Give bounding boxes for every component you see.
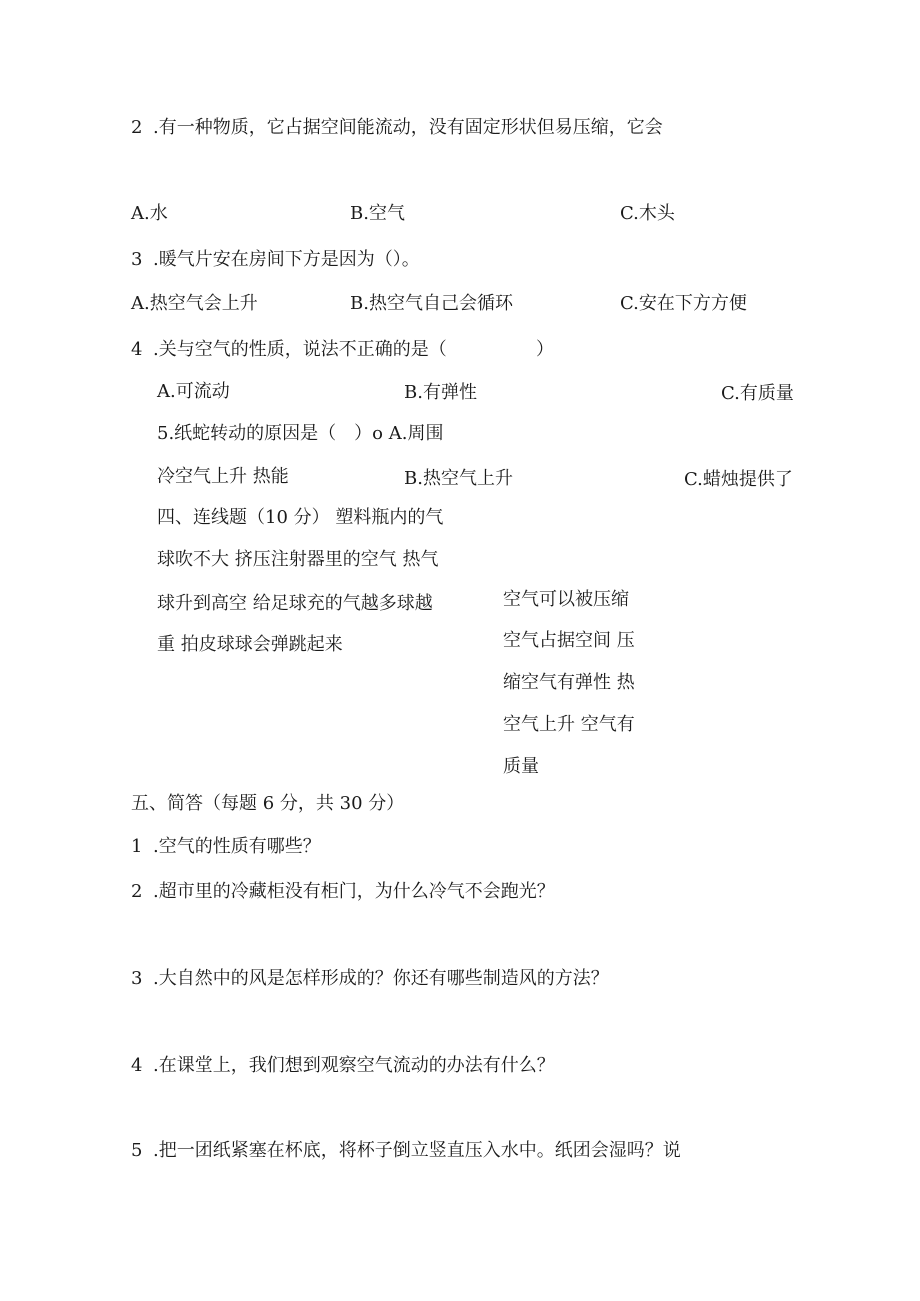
sa-question-1 [131, 835, 321, 859]
section4-line-4: 重 拍皮球球会弹跳起来 [157, 634, 343, 655]
q3-option-a[interactable]: A.热空气会上升 [131, 293, 258, 314]
q2-option-a[interactable]: A.水 [131, 203, 168, 224]
q3-number: 3 [131, 249, 143, 270]
q2-number: 2 [131, 117, 143, 138]
sa-question-3 [131, 967, 609, 991]
q4-option-c[interactable]: C.有质量 [721, 383, 794, 404]
q2-stem [131, 116, 663, 140]
sa-text-5: .把一团纸紧塞在杯底，将杯子倒立竖直压入水中。纸团会湿吗？说 [153, 1140, 681, 1161]
sa-number-2: 2 [131, 881, 143, 902]
match-right-4: 空气上升 空气有 [503, 714, 635, 735]
match-right-5: 质量 [503, 756, 539, 777]
q5-stem: 5.纸蛇转动的原因是（ ）o A.周围 [157, 423, 444, 444]
q4-stem [131, 338, 447, 362]
sa-text-2: .超市里的冷藏柜没有柜门，为什么冷气不会跑光？ [153, 881, 555, 902]
sa-question-4 [131, 1054, 555, 1078]
sa-number-5: 5 [131, 1140, 143, 1161]
sa-text-1: .空气的性质有哪些？ [153, 836, 321, 857]
q3-option-b[interactable]: B.热空气自己会循环 [350, 293, 513, 314]
sa-number-1: 1 [131, 836, 143, 857]
q3-text: .暖气片安在房间下方是因为（）。 [153, 249, 420, 270]
q4-number: 4 [131, 339, 143, 360]
q2-option-c[interactable]: C.木头 [620, 203, 675, 224]
sa-text-3: .大自然中的风是怎样形成的？你还有哪些制造风的方法？ [153, 968, 609, 989]
q3-stem [131, 248, 420, 272]
section4-line-1: 四、连线题（10 分） 塑料瓶内的气 [157, 507, 444, 528]
q5-continuation: 冷空气上升 热能 [157, 466, 289, 487]
q4-option-b[interactable]: B.有弹性 [404, 382, 477, 403]
section5-title: 五、简答（每题 6 分，共 30 分） [131, 793, 405, 814]
q4-option-a[interactable]: A.可流动 [157, 381, 230, 402]
sa-text-4: .在课堂上，我们想到观察空气流动的办法有什么？ [153, 1055, 555, 1076]
match-right-2: 空气占据空间 压 [503, 630, 635, 651]
sa-question-5 [131, 1139, 681, 1163]
sa-question-2 [131, 880, 555, 904]
q4-close-paren: ） [536, 339, 554, 360]
section4-line-2: 球吹不大 挤压注射器里的空气 热气 [157, 549, 439, 570]
q5-option-c[interactable]: C.蜡烛提供了 [684, 469, 793, 490]
q2-option-b[interactable]: B.空气 [350, 203, 405, 224]
match-right-1: 空气可以被压缩 [503, 589, 629, 610]
q3-option-c[interactable]: C.安在下方方便 [620, 293, 747, 314]
q4-text: .关与空气的性质，说法不正确的是（ [153, 339, 447, 360]
sa-number-4: 4 [131, 1055, 143, 1076]
q2-text: .有一种物质，它占据空间能流动，没有固定形状但易压缩，它会 [153, 117, 663, 138]
match-right-3: 缩空气有弹性 热 [503, 672, 635, 693]
sa-number-3: 3 [131, 968, 143, 989]
section4-line-3: 球升到高空 给足球充的气越多球越 [157, 593, 433, 614]
q5-option-b[interactable]: B.热空气上升 [404, 468, 513, 489]
